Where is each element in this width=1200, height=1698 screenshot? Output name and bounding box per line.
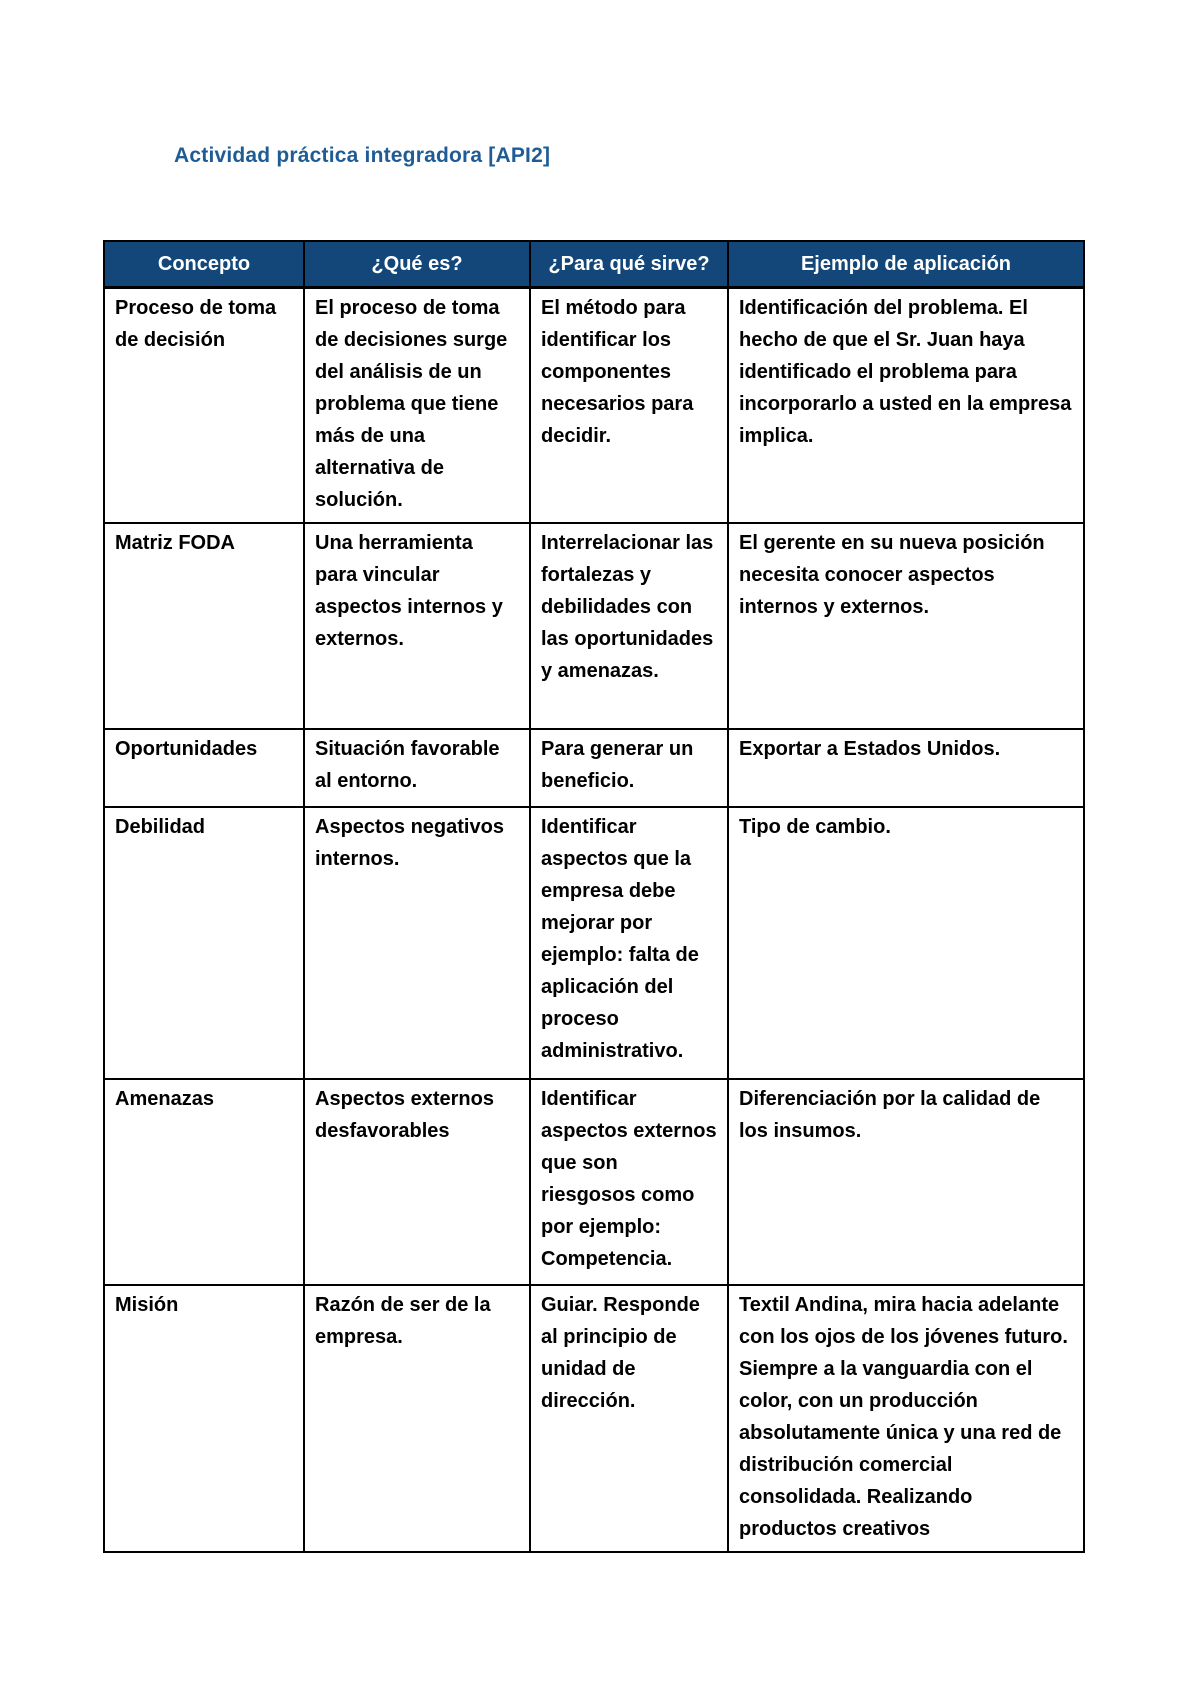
header-row [104, 241, 1084, 288]
table-row [104, 807, 1084, 1079]
header-que-es: ¿Qué es? [304, 241, 530, 288]
cell-ejemplo: Diferenciación por la calidad de los insumos. [728, 1079, 1084, 1285]
cell-concepto: Debilidad [104, 807, 304, 1079]
cell-concepto: Oportunidades [104, 729, 304, 807]
cell-concepto: Misión [104, 1285, 304, 1552]
cell-que-es: Razón de ser de la empresa. [304, 1285, 530, 1552]
cell-concepto: Proceso de toma de decisión [104, 288, 304, 524]
cell-para-que: Guiar. Responde al principio de unidad de dirección. [530, 1285, 728, 1552]
table-row [104, 1079, 1084, 1285]
table-body [104, 288, 1084, 1553]
cell-ejemplo: Textil Andina, mira hacia adelante con los ojos de los jóvenes futuro. Siempre a la vanguardia con el color, con un producción absolutamente única y una red de distribución comercial consolidada. Realizando productos creativos [728, 1285, 1084, 1552]
cell-ejemplo: Exportar a Estados Unidos. [728, 729, 1084, 807]
cell-ejemplo: Tipo de cambio. [728, 807, 1084, 1079]
table-row [104, 1285, 1084, 1552]
cell-concepto: Amenazas [104, 1079, 304, 1285]
cell-para-que: Para generar un beneficio. [530, 729, 728, 807]
concepts-table [103, 240, 1085, 1553]
cell-para-que: Identificar aspectos externos que son riesgosos como por ejemplo: Competencia. [530, 1079, 728, 1285]
header-para-que-sirve: ¿Para qué sirve? [530, 241, 728, 288]
cell-para-que: El método para identificar los componentes necesarios para decidir. [530, 288, 728, 524]
cell-para-que: Interrelacionar las fortalezas y debilidades con las oportunidades y amenazas. [530, 523, 728, 729]
cell-que-es: Una herramienta para vincular aspectos internos y externos. [304, 523, 530, 729]
table-row [104, 729, 1084, 807]
cell-que-es: Aspectos externos desfavorables [304, 1079, 530, 1285]
cell-concepto: Matriz FODA [104, 523, 304, 729]
header-ejemplo: Ejemplo de aplicación [728, 241, 1084, 288]
cell-ejemplo: Identificación del problema. El hecho de que el Sr. Juan haya identificado el problema para incorporarlo a usted en la empresa implica. [728, 288, 1084, 524]
page-title: Actividad práctica integradora [API2] [174, 144, 551, 167]
header-concepto: Concepto [104, 241, 304, 288]
cell-que-es: Aspectos negativos internos. [304, 807, 530, 1079]
table-row [104, 288, 1084, 524]
table-header [104, 241, 1084, 288]
cell-que-es: El proceso de toma de decisiones surge del análisis de un problema que tiene más de una alternativa de solución. [304, 288, 530, 524]
cell-para-que: Identificar aspectos que la empresa debe mejorar por ejemplo: falta de aplicación del proceso administrativo. [530, 807, 728, 1079]
table-row [104, 523, 1084, 729]
cell-que-es: Situación favorable al entorno. [304, 729, 530, 807]
cell-ejemplo: El gerente en su nueva posición necesita conocer aspectos internos y externos. [728, 523, 1084, 729]
